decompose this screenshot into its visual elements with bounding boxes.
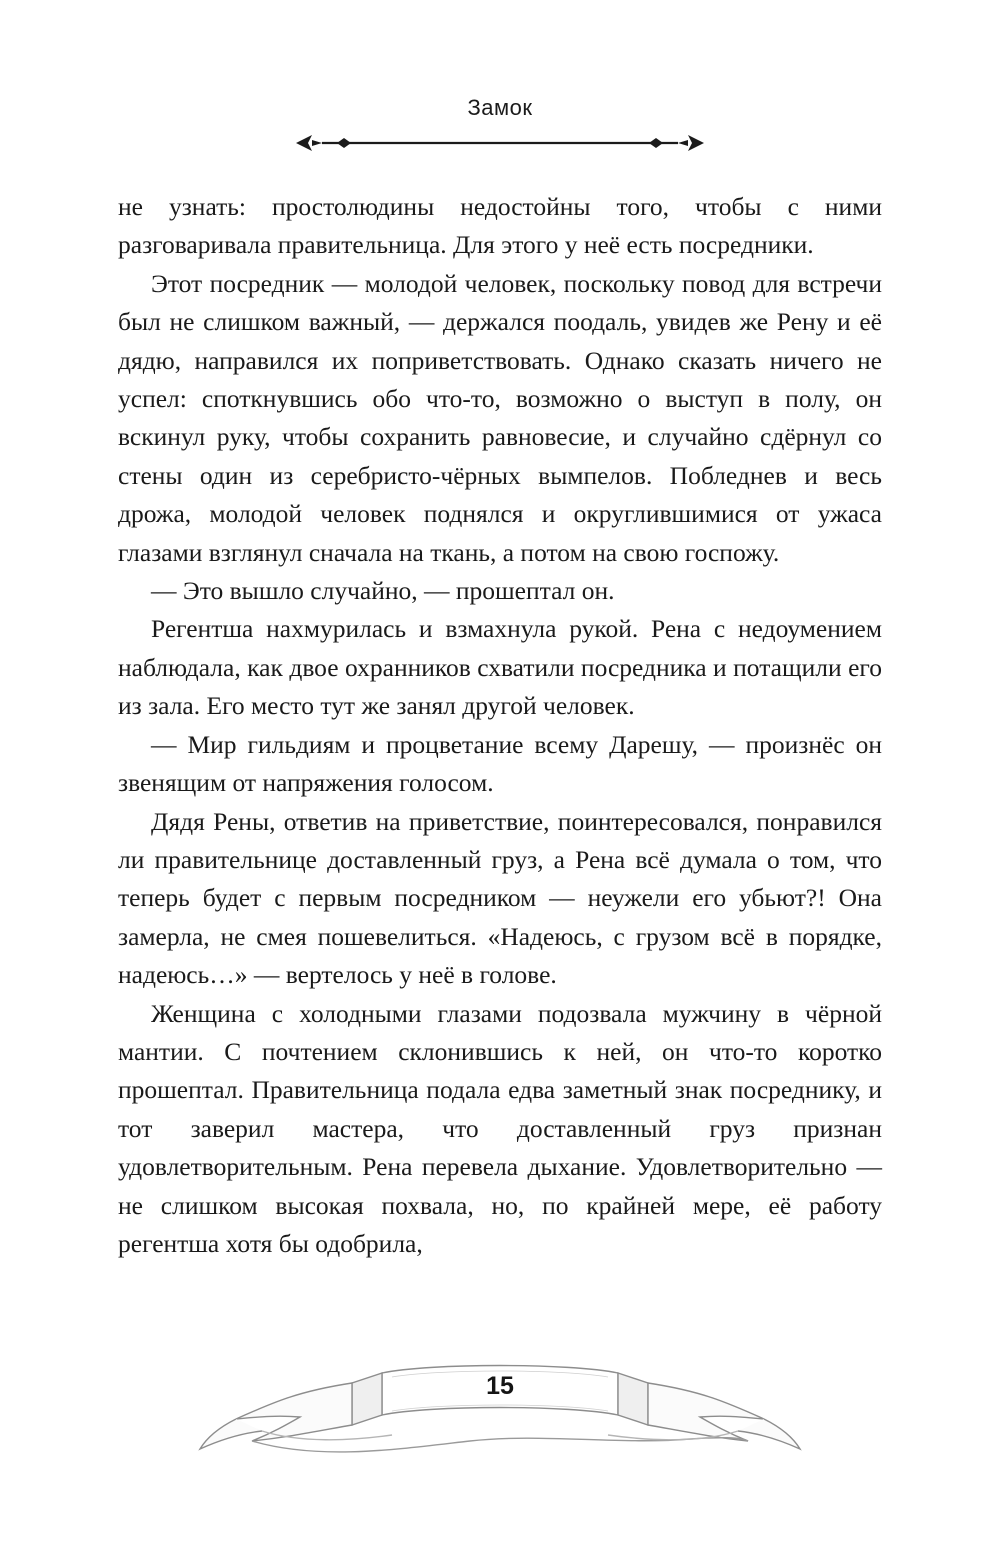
- paragraph: Женщина с холодными глазами подозвала мужчину в чёрной мантии. С почтением склонившись к ней, он что-то коротко прошептал. Правительница подала едва заметный знак посреднику, и тот заверил мастера, что доставленный груз признан удовлетворительным. Рена перевела дыхание. Удовлетворительно — не слишком высокая похвала, но, по крайней мере, её работу регентша хотя бы одобрила,: [118, 998, 882, 1258]
- page-number: 15: [486, 1372, 514, 1400]
- footer-ribbon-ornament: [0, 1345, 1000, 1475]
- running-head: [0, 96, 1000, 120]
- paragraph: не узнать: простолюдины недостойны того, чтобы с ними разговаривала правительница. Для этого у неё есть посредники.: [118, 192, 882, 260]
- header-ornament-rule: [0, 130, 1000, 156]
- running-head-title: Замок: [467, 95, 533, 120]
- paragraph: Этот посредник — молодой человек, поскольку повод для встречи был не слишком важный, — держался поодаль, увидев же Рену и её дядю, направился их поприветствовать. Однако сказать ничего не успел: споткнувшись обо что-то, возможно о выступ в полу, он вскинул руку, чтобы сохранить равновесие, и случайно сдёрнул со стены один из серебристо-чёрных вымпелов. Побледнев и весь дрожа, молодой человек поднялся и округлившимися от ужаса глазами взглянул сначала на ткань, а потом на свою госпожу.: [118, 268, 882, 567]
- paragraph: Регентша нахмурилась и взмахнула рукой. Рена с недоумением наблюдала, как двое охранников схватили посредника и потащили его из зала. Его место тут же занял другой человек.: [118, 614, 882, 721]
- paragraph: Дядя Рены, ответив на приветствие, поинтересовался, понравился ли правительнице доставленный груз, а Рена всё думала о том, что теперь будет с первым посредником — неужели его убьют?! Она замерла, не смея пошевелиться. «Надеюсь, с грузом всё в порядке, надеюсь…» — вертелось у неё в голове.: [118, 806, 882, 990]
- page-body: [118, 188, 882, 1263]
- paragraph: — Это вышло случайно, — прошептал он.: [151, 576, 615, 606]
- paragraph: — Мир гильдиям и процветание всему Дарешу, — произнёс он звенящим от напряжения голосом.: [118, 729, 882, 798]
